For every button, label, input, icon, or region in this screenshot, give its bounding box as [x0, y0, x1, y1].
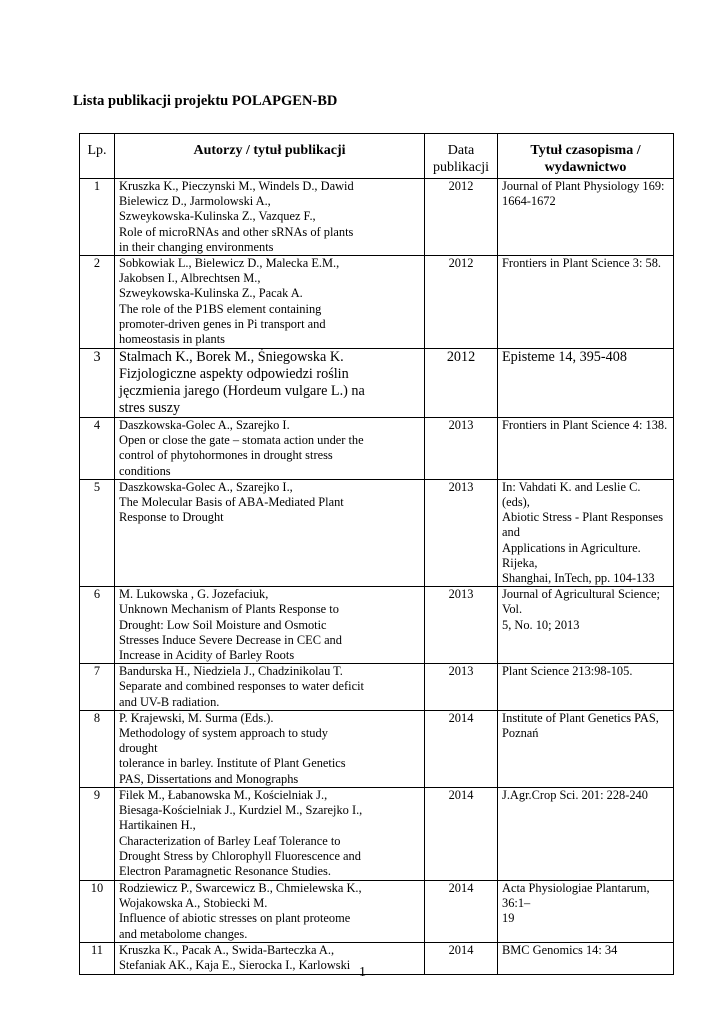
journal-line: 5, No. 10; 2013: [502, 617, 580, 632]
authors-title-line: Jakobsen I., Albrechtsen M.,: [119, 271, 261, 286]
authors-title-line: Influence of abiotic stresses on plant proteome: [119, 911, 351, 926]
authors-title-cell: [115, 587, 425, 664]
table-row: [80, 256, 674, 349]
authors-title-cell: [115, 418, 425, 480]
authors-title-line: Fizjologiczne aspekty odpowiedzi roślin: [119, 366, 349, 383]
authors-title-line: Methodology of system approach to study: [119, 726, 328, 741]
row-number: 10: [80, 880, 115, 942]
publication-year: 2013: [425, 479, 498, 586]
header-date: [425, 134, 498, 179]
journal-line: Applications in Agriculture. Rijeka,: [502, 540, 641, 570]
publication-year: 2013: [425, 587, 498, 664]
authors-title-line: The Molecular Basis of ABA-Mediated Plant: [119, 495, 344, 510]
journal-line: Frontiers in Plant Science 4: 138.: [502, 418, 668, 433]
journal-line: Journal of Agricultural Science; Vol.: [502, 587, 660, 617]
authors-title-cell: [115, 479, 425, 586]
publication-year: 2012: [425, 179, 498, 256]
table-row: [80, 418, 674, 480]
row-number: 2: [80, 256, 115, 349]
journal-line: Plant Science 213:98-105.: [502, 664, 633, 679]
authors-title-line: Filek M., Łabanowska M., Kościelniak J.,: [119, 787, 328, 802]
authors-title-line: drought: [119, 741, 158, 756]
authors-title-line: Hartikainen H.,: [119, 818, 196, 833]
authors-title-line: Stalmach K., Borek M., Śniegowska K.: [119, 349, 344, 366]
journal-cell: [498, 587, 674, 664]
authors-title-line: M. Lukowska , G. Jozefaciuk,: [119, 587, 269, 602]
journal-line: Journal of Plant Physiology 169:: [502, 179, 665, 193]
journal-line: Acta Physiologiae Plantarum, 36:1–: [502, 880, 650, 911]
table-row: [80, 587, 674, 664]
authors-title-line: Unknown Mechanism of Plants Response to: [119, 602, 339, 617]
authors-title-line: Characterization of Barley Leaf Tolerance to: [119, 833, 341, 848]
authors-title-cell: [115, 664, 425, 711]
publications-table: [79, 133, 674, 975]
authors-title-line: Rodziewicz P., Swarcewicz B., Chmielewska K.,: [119, 880, 362, 895]
journal-line: In: Vahdati K. and Leslie C. (eds),: [502, 479, 641, 510]
journal-cell: [498, 349, 674, 418]
journal-cell: [498, 256, 674, 349]
authors-title-line: promoter-driven genes in Pi transport and: [119, 316, 326, 331]
authors-title-line: homeostasis in plants: [119, 332, 226, 347]
authors-title-line: Electron Paramagnetic Resonance Studies.: [119, 863, 331, 878]
page-number: 1: [359, 965, 366, 980]
authors-title-line: Sobkowiak L., Bielewicz D., Malecka E.M.,: [119, 256, 340, 271]
row-number: 4: [80, 418, 115, 480]
table-row: [80, 179, 674, 256]
authors-title-line: Daszkowska-Golec A., Szarejko I.,: [119, 479, 293, 494]
authors-title-line: in their changing environments: [119, 239, 274, 254]
authors-title-cell: [115, 179, 425, 256]
authors-title-line: Wojakowska A., Stobiecki M.: [119, 896, 268, 911]
table-row: [80, 349, 674, 418]
publication-year: 2012: [425, 349, 498, 418]
publication-year: 2013: [425, 418, 498, 480]
publication-year: 2014: [425, 787, 498, 880]
header-date-line1: Data: [447, 143, 475, 158]
authors-title-cell: [115, 349, 425, 418]
row-number: 5: [80, 479, 115, 586]
authors-title-line: Stresses Induce Severe Decrease in CEC and: [119, 632, 342, 647]
header-date-line2: publikacji: [433, 160, 489, 175]
header-journal-line1: Tytuł czasopisma /: [530, 143, 641, 158]
publication-year: 2012: [425, 256, 498, 349]
journal-line: 19: [502, 911, 515, 926]
journal-line: Shanghai, InTech, pp. 104-133: [502, 571, 655, 586]
table-body: [80, 179, 674, 975]
row-number: 1: [80, 179, 115, 256]
row-number: 6: [80, 587, 115, 664]
journal-cell: [498, 418, 674, 480]
journal-line: Episteme 14, 395-408: [502, 349, 627, 366]
page-title: Lista publikacji projektu POLAPGEN-BD: [73, 93, 338, 109]
journal-line: BMC Genomics 14: 34: [502, 942, 618, 957]
authors-title-line: jęczmienia jarego (Hordeum vulgare L.) na: [119, 383, 365, 400]
table-row: [80, 479, 674, 586]
journal-line: Institute of Plant Genetics PAS,: [502, 710, 659, 725]
table-header-row: [80, 134, 674, 179]
publication-year: 2014: [425, 942, 498, 974]
authors-title-line: Kruszka K., Pieczynski M., Windels D., Dawid: [119, 179, 354, 193]
journal-cell: [498, 664, 674, 711]
table-row: [80, 710, 674, 787]
authors-title-line: P. Krajewski, M. Surma (Eds.).: [119, 710, 274, 725]
journal-line: Poznań: [502, 726, 539, 741]
authors-title-line: Role of microRNAs and other sRNAs of plants: [119, 224, 354, 239]
row-number: 7: [80, 664, 115, 711]
row-number: 9: [80, 787, 115, 880]
authors-title-line: and UV-B radiation.: [119, 694, 220, 709]
header-authors: Autorzy / tytuł publikacji: [115, 134, 425, 179]
authors-title-line: Separate and combined responses to water deficit: [119, 679, 364, 694]
authors-title-line: control of phytohormones in drought stress: [119, 448, 333, 463]
header-lp: Lp.: [80, 134, 115, 179]
journal-line: Abiotic Stress - Plant Responses and: [502, 510, 664, 540]
journal-cell: [498, 179, 674, 256]
authors-title-line: Biesaga-Kościelniak J., Kurdziel M., Szarejko I.,: [119, 803, 363, 818]
publication-year: 2013: [425, 664, 498, 711]
journal-cell: [498, 710, 674, 787]
publication-year: 2014: [425, 880, 498, 942]
authors-title-line: conditions: [119, 463, 171, 478]
authors-title-line: Open or close the gate – stomata action under the: [119, 433, 364, 448]
authors-title-line: Drought: Low Soil Moisture and Osmotic: [119, 617, 327, 632]
row-number: 8: [80, 710, 115, 787]
table-row: [80, 880, 674, 942]
journal-cell: [498, 787, 674, 880]
authors-title-line: tolerance in barley. Institute of Plant Genetics: [119, 756, 346, 771]
header-journal-line2: wydawnictwo: [544, 160, 627, 175]
authors-title-line: stres suszy: [119, 400, 181, 417]
authors-title-cell: [115, 710, 425, 787]
authors-title-line: Increase in Acidity of Barley Roots: [119, 648, 295, 663]
authors-title-line: The role of the P1BS element containing: [119, 301, 322, 316]
authors-title-line: Daszkowska-Golec A., Szarejko I.: [119, 418, 290, 433]
table-row: [80, 664, 674, 711]
authors-title-cell: [115, 256, 425, 349]
table-row: [80, 787, 674, 880]
authors-title-line: Response to Drought: [119, 510, 224, 525]
authors-title-line: PAS, Dissertations and Monographs: [119, 771, 299, 786]
authors-title-line: Drought Stress by Chlorophyll Fluorescence and: [119, 848, 361, 863]
authors-title-line: Bielewicz D., Jarmolowski A.,: [119, 194, 271, 209]
journal-cell: [498, 479, 674, 586]
authors-title-cell: [115, 787, 425, 880]
authors-title-line: and metabolome changes.: [119, 926, 248, 941]
journal-line: 1664-1672: [502, 194, 556, 209]
authors-title-line: Stefaniak AK., Kaja E., Sierocka I., Karlowski: [119, 957, 351, 972]
publication-year: 2014: [425, 710, 498, 787]
row-number: 11: [80, 942, 115, 974]
row-number: 3: [80, 349, 115, 418]
authors-title-cell: [115, 880, 425, 942]
header-journal: [498, 134, 674, 179]
authors-title-line: Szweykowska-Kulinska Z., Pacak A.: [119, 286, 303, 301]
journal-line: Frontiers in Plant Science 3: 58.: [502, 256, 661, 271]
authors-title-line: Bandurska H., Niedziela J., Chadzinikolau T.: [119, 664, 343, 679]
authors-title-line: Kruszka K., Pacak A., Swida-Barteczka A.,: [119, 942, 335, 957]
journal-line: J.Agr.Crop Sci. 201: 228-240: [502, 787, 648, 802]
journal-cell: [498, 880, 674, 942]
authors-title-line: Szweykowska-Kulinska Z., Vazquez F.,: [119, 209, 316, 224]
